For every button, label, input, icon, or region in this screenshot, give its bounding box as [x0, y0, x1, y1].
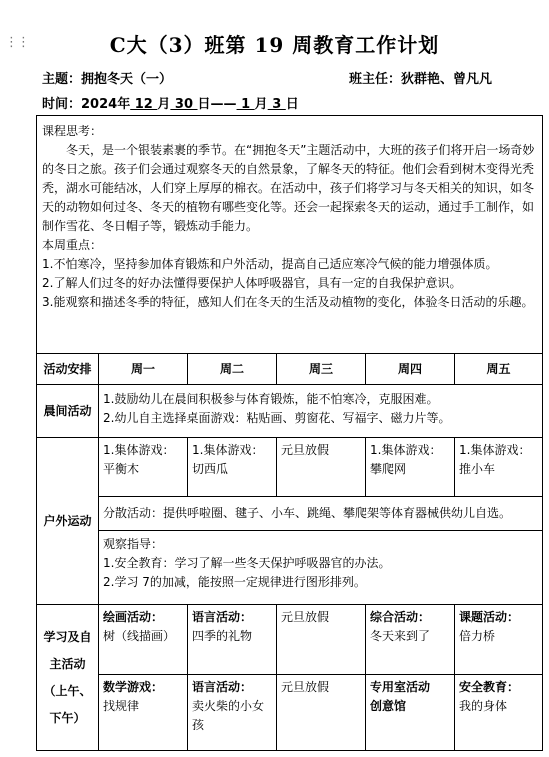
outdoor-game-wednesday [277, 438, 366, 497]
activity-title: 专用室活动 [370, 680, 431, 694]
activity-body: 卖火柴的小女孩 [192, 699, 265, 732]
activity-body: 创意馆 [370, 699, 407, 713]
drag-handle-icon[interactable]: ⋮⋮ [5, 35, 29, 50]
teacher-label: 班主任： [349, 72, 402, 87]
study-friday-pm [455, 675, 543, 751]
reflection-cell [37, 116, 543, 354]
study-label-line: 下午） [49, 710, 86, 725]
game-name: 推小车 [459, 462, 496, 476]
header-friday: 周五 [455, 354, 543, 385]
activity-title: 综合活动： [370, 610, 431, 624]
morning-label: 晨间活动 [37, 385, 99, 438]
time-line [42, 93, 299, 112]
outdoor-game-friday [455, 438, 543, 497]
activity-body: 四季的礼物 [192, 629, 253, 643]
activity-title: 绘画活动： [103, 610, 164, 624]
activity-body: 倍力桥 [459, 629, 496, 643]
focus-point: 1.不怕寒冷，坚持参加体育锻炼和户外活动，提高自己适应寒冷气候的能力增强体质。 [42, 257, 498, 271]
time-month-char-2: 月 [254, 97, 268, 112]
activity-body: 找规律 [103, 699, 140, 713]
header-row [37, 354, 543, 385]
morning-line: 2.幼儿自主选择桌面游戏：粘贴画、剪窗花、写福字、磁力片等。 [103, 411, 451, 425]
game-type: 元旦放假 [281, 443, 330, 457]
study-monday-pm [99, 675, 188, 751]
observe-line: 1.安全教育：学习了解一些冬天保护呼吸器官的办法。 [103, 556, 391, 570]
teacher-value: 狄群艳、曾凡凡 [401, 72, 493, 87]
observe-line: 2.学习 7的加减，能按照一定规律进行图形排列。 [103, 575, 366, 589]
activity-title: 课题活动： [459, 610, 520, 624]
activity-title: 数学游戏： [103, 680, 164, 694]
focus-point: 2.了解人们过冬的好办法懂得要保护人体呼吸器官，具有一定的自我保护意识。 [42, 276, 462, 290]
header-wednesday: 周三 [277, 354, 366, 385]
game-name: 切西瓜 [192, 462, 229, 476]
time-dash: 日—— [197, 97, 237, 112]
activity-body: 树（线描画） [103, 629, 176, 643]
study-tuesday-pm [188, 675, 277, 751]
activity-title: 语言活动： [192, 680, 253, 694]
study-label-line: （上午、 [43, 683, 92, 698]
morning-line: 1.鼓励幼儿在晨间积极参与体育锻炼，能不怕寒冷，克服困难。 [103, 392, 439, 406]
game-type: 1.集体游戏： [192, 443, 264, 457]
time-month-char: 月 [157, 97, 171, 112]
activity-title: 安全教育： [459, 680, 520, 694]
study-friday-am [455, 605, 543, 675]
observe-cell [99, 531, 543, 605]
focus-heading: 本周重点： [42, 238, 103, 252]
study-label-line: 学习及自 [43, 629, 92, 644]
teacher-line [349, 68, 492, 87]
reflection-heading: 课程思考： [42, 124, 103, 138]
study-tuesday-am [188, 605, 277, 675]
page-title: C大（3）班第 19 周教育工作计划 [109, 33, 440, 57]
morning-cell [99, 385, 543, 438]
outdoor-label: 户外运动 [37, 438, 99, 605]
header-activity: 活动安排 [37, 354, 99, 385]
focus-point: 3.能观察和描述冬季的特征，感知人们在冬天的生活及动植物的变化，体验冬日活动的乐趣。 [42, 295, 534, 309]
theme-line [42, 68, 172, 87]
study-wednesday-am [277, 605, 366, 675]
outdoor-game-thursday [366, 438, 455, 497]
plan-table [36, 115, 543, 751]
observe-line: 观察指导： [103, 537, 164, 551]
game-type: 1.集体游戏： [459, 443, 531, 457]
activity-body: 冬天来到了 [370, 629, 431, 643]
activity-body: 元旦放假 [281, 610, 330, 624]
study-thursday-am [366, 605, 455, 675]
game-type: 1.集体游戏： [370, 443, 442, 457]
theme-value: 拥抱冬天（一） [81, 72, 173, 87]
outdoor-game-tuesday [188, 438, 277, 497]
outdoor-game-monday [99, 438, 188, 497]
study-label [37, 605, 99, 751]
reflection-paragraph: 冬天，是一个银装素裹的季节。在“拥抱冬天”主题活动中，大班的孩子们将开启一场奇妙的冬日之旅。孩子们会通过观察冬天的自然景象，了解冬天的特征。他们会看到树木变得光秃秃，湖水可能结冰，人们穿上厚厚的棉衣。在活动中，孩子们将学习与冬天相关的知识，如冬天的动物如何过冬、冬天的植物有哪些变化等。还会一起探索冬天的运动，通过手工制作，如制作雪花、冬日帽子等，锻炼动手能力。 [42, 143, 535, 233]
game-type: 1.集体游戏： [103, 443, 175, 457]
time-year: 2024年 [81, 97, 131, 112]
time-start-day: 30 [170, 97, 198, 112]
time-end-day: 3 [267, 97, 286, 112]
activity-body: 我的身体 [459, 699, 508, 713]
time-day-char: 日 [285, 97, 299, 112]
scatter-activity: 分散活动：提供呼啦圈、毽子、小车、跳绳、攀爬架等体育器械供幼儿自选。 [99, 497, 543, 531]
study-thursday-pm [366, 675, 455, 751]
study-label-line: 主活动 [49, 656, 86, 671]
time-start-month: 12 [130, 97, 158, 112]
activity-title: 语言活动： [192, 610, 253, 624]
time-label: 时间： [42, 97, 82, 112]
activity-body: 元旦放假 [281, 680, 330, 694]
game-name: 攀爬网 [370, 462, 407, 476]
header-thursday: 周四 [366, 354, 455, 385]
time-end-month: 1 [236, 97, 255, 112]
study-monday-am [99, 605, 188, 675]
header-tuesday: 周二 [188, 354, 277, 385]
game-name: 平衡木 [103, 462, 140, 476]
theme-label: 主题： [42, 72, 82, 87]
study-wednesday-pm [277, 675, 366, 751]
header-monday: 周一 [99, 354, 188, 385]
